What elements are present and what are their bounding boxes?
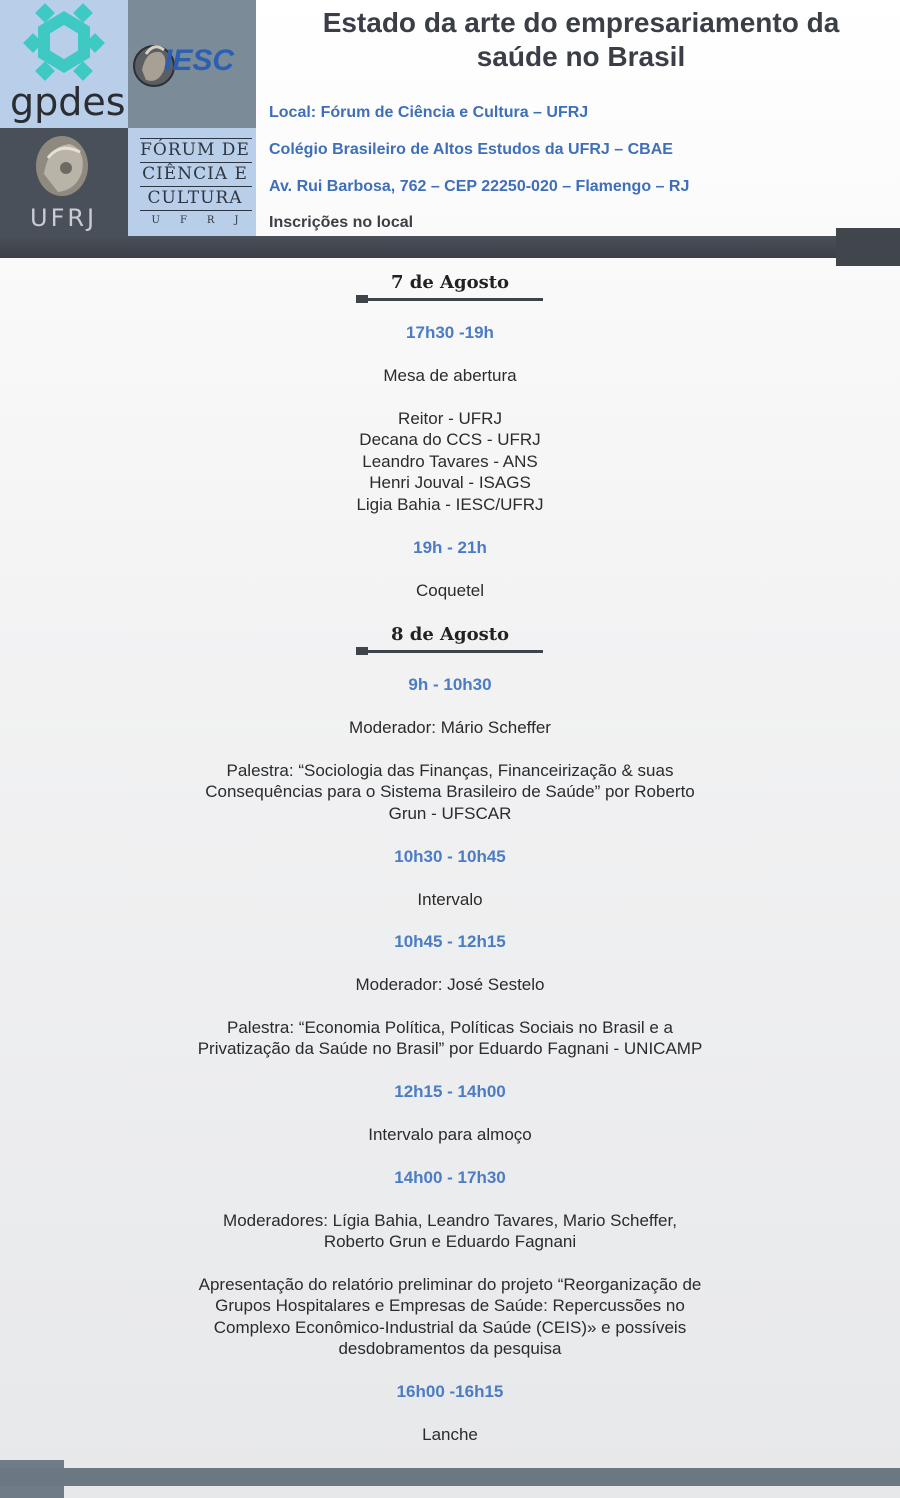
talk-description (0, 1017, 900, 1060)
venue-college: Colégio Brasileiro de Altos Estudos da UFRJ – CBAE (269, 141, 673, 158)
registration-note: Inscrições no local (269, 214, 414, 231)
day-rule (358, 650, 543, 653)
venue-address: Av. Rui Barbosa, 762 – CEP 22250-020 – Flamengo – RJ (269, 178, 690, 195)
forum-logo-line: CULTURA (147, 188, 243, 208)
program (0, 270, 900, 1467)
gpdes-hexagon-icon (0, 0, 128, 90)
forum-logo-line: FÓRUM DE (140, 140, 250, 160)
session-time: 14h00 - 17h30 (394, 1167, 506, 1187)
talk-line: Privatização da Saúde no Brasil” por Eduardo Fagnani - UNICAMP (197, 1039, 703, 1059)
session-time: 9h - 10h30 (408, 675, 492, 695)
forum-rule (140, 138, 252, 139)
session-time: 12h15 - 14h00 (394, 1081, 506, 1101)
session-title: Intervalo (417, 889, 483, 909)
moderators-line: Moderadores: Lígia Bahia, Leandro Tavares, Mario Scheffer, (223, 1210, 677, 1230)
day-heading (0, 622, 900, 674)
presentation-line: Complexo Econômico-Industrial da Saúde (CEIS)» e possíveis (213, 1317, 687, 1337)
presentation-line: Apresentação do relatório preliminar do projeto “Reorganização de (198, 1274, 702, 1294)
moderator: Moderador: Mário Scheffer (349, 718, 551, 738)
presentation-line: Grupos Hospitalares e Empresas de Saúde: Repercussões no (215, 1296, 685, 1316)
talk-line: Palestra: “Sociologia das Finanças, Financeirização & suas (226, 760, 674, 780)
day-title: 8 de Agosto (390, 624, 510, 646)
page-title (262, 6, 900, 74)
session-time: 10h30 - 10h45 (394, 846, 506, 866)
talk-description (0, 760, 900, 825)
ufrj-wordmark: UFRJ (30, 204, 98, 232)
header-bar-tab (836, 228, 900, 266)
session-title: Mesa de abertura (383, 366, 517, 385)
session-time: 19h - 21h (413, 537, 487, 557)
session-time: 10h45 - 12h15 (394, 932, 506, 952)
presentation-description (0, 1274, 900, 1360)
speaker: Reitor - UFRJ (398, 408, 502, 428)
forum-rule (140, 210, 252, 211)
forum-rule (140, 162, 252, 163)
speaker: Leandro Tavares - ANS (362, 451, 538, 471)
talk-line: Grun - UFSCAR (388, 803, 512, 823)
footer-bar (0, 1468, 900, 1486)
session-title: Coquetel (415, 580, 485, 600)
header (0, 0, 900, 260)
moderators (0, 1210, 900, 1253)
session-title: Lanche (422, 1425, 478, 1445)
session-time: 17h30 -19h (406, 323, 494, 342)
title-line: saúde no Brasil (476, 41, 686, 72)
presentation-line: desdobramentos da pesquisa (338, 1339, 562, 1359)
moderator: Moderador: José Sestelo (355, 975, 545, 995)
forum-rule (140, 186, 252, 187)
talk-line: Palestra: “Economia Política, Políticas Sociais no Brasil e a (227, 1017, 673, 1037)
talk-line: Consequências para o Sistema Brasileiro de Saúde” por Roberto (205, 782, 695, 802)
speaker: Ligia Bahia - IESC/UFRJ (356, 494, 544, 514)
title-line: Estado da arte do empresariamento da (322, 7, 840, 38)
forum-logo-line: UFRJ (151, 215, 259, 226)
speaker: Henri Jouval - ISAGS (369, 473, 531, 493)
speaker-list (0, 408, 900, 516)
header-bar (0, 236, 900, 258)
iesc-wordmark: IESC (164, 44, 235, 77)
session-title: Intervalo para almoço (368, 1124, 532, 1144)
gpdes-wordmark: gpdes (10, 80, 126, 124)
day-title: 7 de Agosto (390, 272, 510, 293)
speaker: Decana do CCS - UFRJ (359, 430, 541, 450)
day-heading (0, 270, 900, 322)
ufrj-seal-icon (0, 128, 128, 208)
day-rule (358, 298, 543, 301)
forum-logo-line: CIÊNCIA E (142, 164, 248, 184)
venue-local: Local: Fórum de Ciência e Cultura – UFRJ (269, 104, 589, 121)
session-time: 16h00 -16h15 (396, 1382, 504, 1402)
moderators-line: Roberto Grun e Eduardo Fagnani (323, 1232, 577, 1252)
